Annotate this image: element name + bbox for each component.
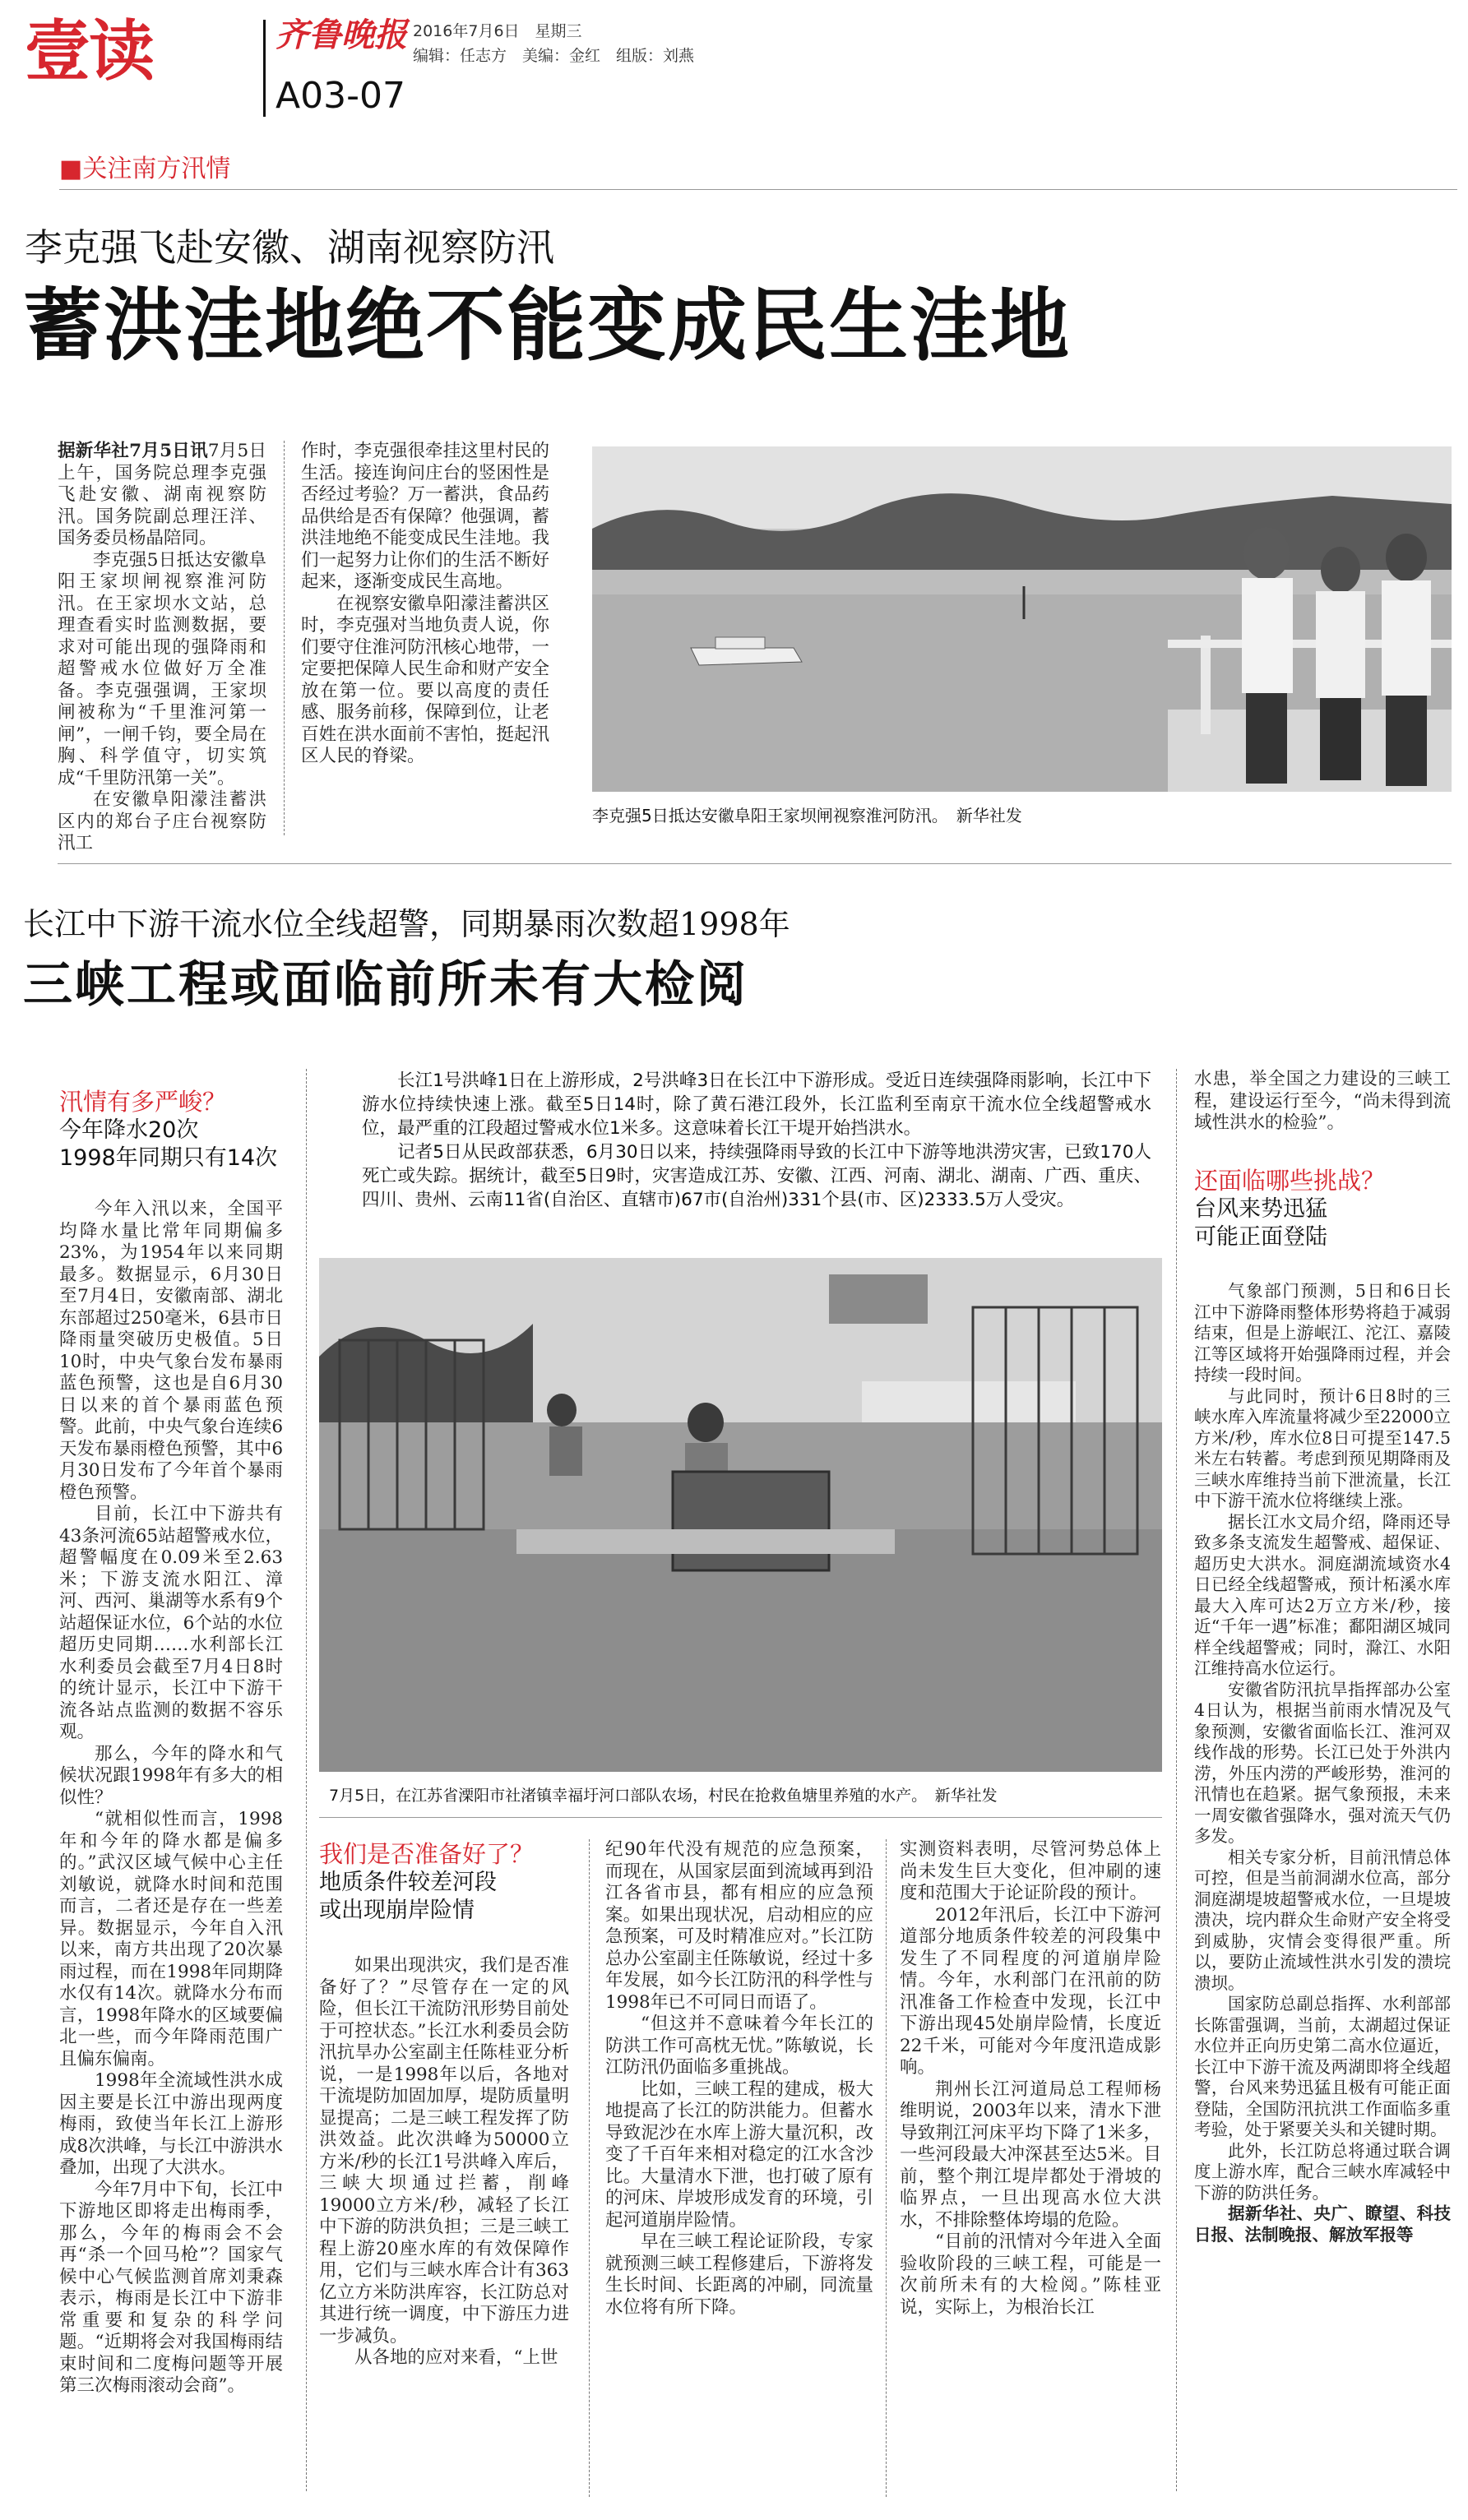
article2-left-col [59,1199,283,2397]
article2-right-col-top [1194,1069,1451,1135]
right-col-p6: 国家防总副总指挥、水利部部长陈雷强调，当前，太湖超过保证水位并正向历史第二高水位逼近，长江中下游干流及两湖即将全线超警，台风来势迅猛且极有可能正面登陆，全国防汛抗洪工作面临多重考验，处于紧要关头和关键时期。 [1194,1994,1451,2139]
article2-subhead3 [1194,1166,1451,1251]
masthead-divider [263,20,266,117]
article1-headline: 蓄洪洼地绝不能变成民生洼地 [23,280,1071,372]
photo-riverbank-scene [592,446,1452,792]
column-rule [1176,1069,1177,2491]
section-title: 壹读 [25,13,153,90]
article1-photo [592,446,1452,792]
article2-intro [362,1069,1151,1212]
article2-photo-caption: 7月5日，在江苏省溧阳市社渚镇幸福圩河口部队农场，村民在抢救鱼塘里养殖的水产。 新华社发 [329,1787,998,1805]
right-col-p0: 水患，举全国之力建设的三峡工程，建设运行至今，“尚未得到流域性洪水的检验”。 [1194,1069,1451,1133]
mid-col2-p3: 比如，三峡工程的建成，极大地提高了长江的防洪能力。但蓄水导致泥沙在水库上游大量沉积，改变了千百年来相对稳定的江水含沙比。大量清水下泄，也打破了原有的河床、岸坡形成发育的环境，引起河道崩岸险情。 [605,2078,873,2231]
left-col-p3: 那么，今年的降水和气候状况跟1998年有多大的相似性？ [59,1743,283,1808]
article1-col2-p2: 在视察安徽阜阳濛洼蓄洪区时，李克强对当地负责人说，你们要守住淮河防汛核心地带，一定要把保障人民生命和财产安全放在第一位。要以高度的责任感、服务前移，保障到位，让老百姓在洪水面前不害怕，挺起汛区人民的脊梁。 [301,593,549,766]
article1-col2-p1: 作时，李克强很牵挂这里村民的生活。接连询问庄台的竖困性是否经过考验？万一蓄洪，食品药品供给是否有保障？他强调，蓄洪洼地绝不能变成民生洼地。我们一起努力让你们的生活不断好起来，逐渐变成民生高地。 [301,441,549,592]
subhead3-line2: 台风来势迅猛 [1194,1196,1327,1222]
right-col-p5: 相关专家分析，目前汛情总体可控，但是当前洞湖水位高，部分洞庭湖堤坡超警戒水位，一旦堤坡溃决，垸内群众生命财产安全将受到威胁，灾情会变得很严重。所以，要防止流域性洪水引发的溃垸溃坝。 [1194,1847,1451,1993]
article1-lead: 7月5日上午，国务院总理李克强飞赴安徽、湖南视察防汛。国务院副总理汪洋、国务委员杨晶陪同。 [58,441,267,548]
subhead3-line1: 还面临哪些挑战？ [1194,1167,1386,1195]
column-rule [306,1069,307,2491]
article2-mid-col2 [605,1839,873,2319]
mid-col3-p2: 2012年汛后，长江中下游河道部分地质条件较差的河段集中发生了不同程度的河道崩岸险情。今年，水利部门在汛前的防汛准备工作检查中发现，长江中下游出现45处崩岸险情，长度近22千米，可能对今年度汛造成影响。 [900,1904,1161,2078]
column-rule [284,441,285,835]
intro-p1: 长江1号洪峰1日在上游形成，2号洪峰3日在长江中下游形成。受近日连续强降雨影响，长江中下游水位持续快速上涨。截至5日14时，除了黄石港江段外，长江监利至南京干流水位全线超警戒水位，最严重的江段超过警戒水位1米多。这意味着长江干堤开始挡洪水。 [362,1070,1151,1139]
left-col-p6: 今年7月中下旬，长江中下游地区即将走出梅雨季，那么，今年的梅雨会不会再“杀一个回马枪”？国家气候中心气候监测首席刘秉森表示，梅雨是长江中下游非常重要和复杂的科学问题。“近期将会对我国梅雨结束时间和二度梅问题等开展第三次梅雨滚动会商”。 [59,2179,283,2396]
mid-col3-p3: 荆州长江河道局总工程师杨维明说，2003年以来，清水下泄导致荆江河床平均下降了1米多，一些河段最大冲深甚至达5米。目前，整个荆江堤岸都处于滑坡的临界点，一旦出现高水位大洪水，不排除整体垮塌的危险。 [900,2078,1161,2231]
subhead1-line1: 汛情有多严峻？ [59,1088,227,1116]
column-label: ■关注南方汛情 [59,155,231,183]
mid-col1-p2: 从各地的应对来看，“上世 [354,2347,558,2368]
mid-col2-p1: 纪90年代没有规范的应急预案，而现在，从国家层面到流域再到沿江各省市县，都有相应的应急预案。如果出现状况，启动相应的应急预案，可及时精准应对。”长江防总办公室副主任陈敏说，经过十多年发展，如今长江防汛的科学性与1998年已不可同日而语了。 [605,1839,873,2013]
column-rule [589,1839,590,2497]
right-col-p1: 气象部门预测，5日和6日长江中下游降雨整体形势将趋于减弱结束，但是上游岷江、沱江、嘉陵江等区域将开始强降雨过程，并会持续一段时间。 [1194,1281,1451,1385]
subhead2-line2: 地质条件较差河段 [319,1870,497,1895]
right-col-p3: 据长江水文局介绍，降雨还导致多条支流发生超警戒、超保证、超历史大洪水。洞庭湖流域资水4日已经全线超警戒，预计柘溪水库最大入库可达2万立方米/秒，接近“千年一遇”标准；鄱阳湖区城同样全线超警戒；同时，滁江、水阳江维持高水位运行。 [1194,1511,1451,1678]
masthead [0,0,1468,183]
mid-col2-p4: 早在三峡工程论证阶段，专家就预测三峡工程修建后，下游将发生长时间、长距离的冲刷，同流量水位将有所下降。 [605,2231,873,2318]
intro-p2: 记者5日从民政部获悉，6月30日以来，持续强降雨导致的长江中下游等地洪涝灾害，已致170人死亡或失踪。据统计，截至5日9时，灾害造成江苏、安徽、江西、河南、湖北、湖南、广西、重庆、四川、贵州、云南11省(自治区、直辖市)67市(自治州)331个县(市、区)2333.5万人受灾。 [362,1142,1151,1210]
article2-mid-col3 [900,1839,1161,2319]
paper-logo: 齐鲁晚报 [276,16,407,54]
right-col-p2: 与此同时，预计6日8时的三峡水库入库流量将减少至22000立方米/秒，库水位8日可提至147.5米左右转蓄。考虑到预见期降雨及三峡水库维持当前下泄流量，长江中下游干流水位将继续上涨。 [1194,1385,1451,1510]
mid-col3-p1: 实测资料表明，尽管河势总体上尚未发生巨大变化，但冲刷的速度和范围大于论证阶段的预计。 [900,1839,1161,1903]
left-col-p1: 今年入汛以来，全国平均降水量比常年同期偏多23%，为1954年以来同期最多。数据显示，6月30日至7月4日，安徽南部、湖北东部超过250毫米，6县市日降雨量突破历史极值。5日10时，中央气象台发布暴雨蓝色预警，这也是自6月30日以来的首个暴雨蓝色预警。此前，中央气象台连续6天发布暴雨橙色预警，其中6月30日发布了今年首个暴雨橙色预警。 [59,1199,283,1503]
article1-photo-caption: 李克强5日抵达安徽阜阳王家坝闸视察淮河防汛。 新华社发 [592,806,1022,825]
article1-kicker: 李克强飞赴安徽、湖南视察防汛 [25,225,554,270]
issue-date: 2016年7月6日 星期三 [413,22,582,40]
article1-col2 [301,441,549,768]
article2-subhead2 [319,1839,558,1925]
article2-photo [319,1258,1162,1772]
staff-credits: 编辑：任志方 美编：金红 组版：刘燕 [413,47,695,65]
article2-kicker: 长江中下游干流水位全线超警，同期暴雨次数超1998年 [23,906,790,942]
left-col-p4: “就相似性而言，1998年和今年的降水都是偏多的。”武汉区域气候中心主任刘敏说，就降水时间和范围而言，二者还是存在一些差异。数据显示，今年自入汛以来，南方共出现了20次暴雨过程，而在1998年同期降水仅有14次。就降水分布而言，1998年降水的区域要偏北一些，而今年降雨范围广且偏东偏南。 [59,1809,283,2069]
mid-col3-p4: “目前的汛情对今年进入全面验收阶段的三峡工程，可能是一次前所未有的大检阅。”陈桂亚说，实际上，为根治长江 [900,2231,1161,2318]
column-rule [886,1839,887,2497]
subhead1-line2: 今年降水20次 [59,1117,199,1143]
subhead3-line3: 可能正面登陆 [1194,1224,1327,1250]
article1-col1 [58,441,266,855]
left-col-p5: 1998年全流域性洪水成因主要是长江中游出现两度梅雨，致使当年长江上游形成8次洪峰，与长江中游洪水叠加，出现了大洪水。 [59,2070,283,2178]
article2-headline: 三峡工程或面临前所未有大检阅 [23,956,748,1014]
article2-mid-col1 [319,1955,569,2370]
section-separator [58,863,1452,864]
article2-right-col [1194,1281,1451,2245]
article1-col1-p2: 李克强5日抵达安徽阜阳王家坝闸视察淮河防汛。在王家坝水文站，总理查看实时监测数据，要求对可能出现的强降雨和超警戒水位做好万全准备。李克强强调，王家坝闸被称为“千里淮河第一闸”，一闸千钧，要全局在胸、科学值守，切实筑成“千里防汛第一关”。 [58,549,266,788]
subhead2-line1: 我们是否准备好了？ [319,1840,535,1868]
mid-col2-p2: “但这并不意味着今年长江的防洪工作可高枕无忧。”陈敏说，长江防汛仍面临多重挑战。 [605,2014,873,2078]
mid-col1-p1: 如果出现洪灾，我们是否准备好了？”尽管存在一定的风险，但长江干流防汛形势目前处于可控状态。”长江水利委员会防汛抗旱办公室副主任陈桂亚分析说，一是1998年以后，各地对干流堤防加固加厚，堤防质量明显提高；二是三峡工程发挥了防洪效益。此次洪峰为50000立方米/秒的长江1号洪峰入库后，三峡大坝通过拦蓄，削峰19000立方米/秒，减轻了长江中下游的防洪负担；三是三峡工程上游20座水库的有效保障作用，它们与三峡水库合计有363亿立方米防洪库容，长江防总对其进行统一调度，中下游压力进一步减负。 [319,1955,569,2347]
page-number: A03-07 [276,75,405,117]
article2-source: 据新华社、央广、瞭望、科技日报、法制晚报、解放军报等 [1194,2203,1451,2245]
right-col-p4: 安徽省防汛抗旱指挥部办公室4日认为，根据当前雨水情况及气象预测，安徽省面临长江、淮河双线作战的形势。长江已处于外洪内涝，外压内涝的严峻形势，淮河的汛情也在趋紧。据气象预报，未来一周安徽省强降水，强对流天气仍多发。 [1194,1679,1451,1846]
article2-subhead1 [59,1087,298,1172]
column-underline [59,189,1457,190]
subhead1-line3: 1998年同期只有14次 [59,1145,278,1171]
subhead2-line3: 或出现崩岸险情 [319,1898,475,1923]
photo-flooded-farm [319,1258,1162,1772]
article1-lead-source: 据新华社7月5日讯 [58,441,208,461]
article1-col1-p3: 在安徽阜阳濛洼蓄洪区内的郑台子庄台视察防汛工 [58,789,266,853]
left-col-p2: 目前，长江中下游共有43条河流65站超警戒水位，超警幅度在0.09米至2.63米；下游支流水阳江、漳河、西河、巢湖等水系有9个站超保证水位，6个站的水位超历史同期……水利部长江水利委员会截至7月4日8时的统计显示，长江中下游干流各站点监测的数据不容乐观。 [59,1504,283,1742]
right-col-p7: 此外，长江防总将通过联合调度上游水库，配合三峡水库减轻中下游的防洪任务。 [1194,2140,1451,2203]
photo-bottom-rule [319,1817,1162,1818]
